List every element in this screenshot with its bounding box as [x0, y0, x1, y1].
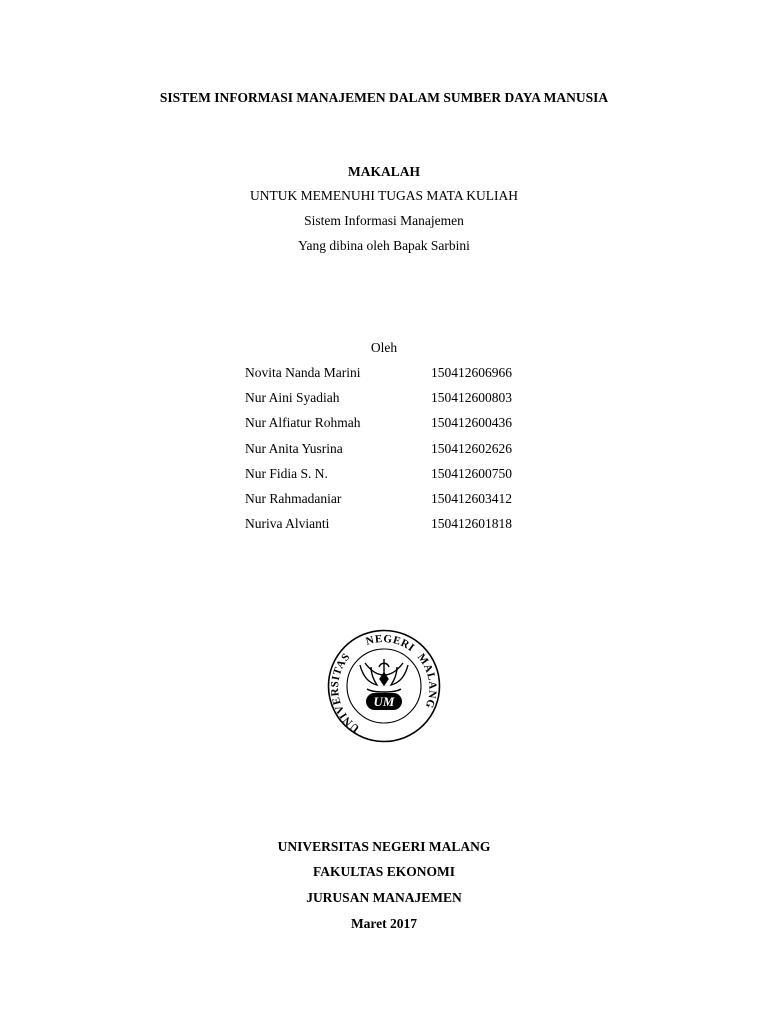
logo-monogram: UM — [373, 694, 395, 709]
logo-ring-text-left: UNIVERSITAS — [328, 650, 362, 735]
university-logo — [327, 629, 441, 743]
member-name: Nur Alfiatur Rohmah — [245, 415, 361, 431]
lecturer-line: Yang dibina oleh Bapak Sarbini — [298, 238, 470, 253]
member-row — [245, 441, 575, 466]
svg-text:MALANG — [415, 651, 439, 710]
member-name: Nur Anita Yusrina — [245, 440, 343, 456]
logo-ring-text-top: NEGERI — [364, 632, 417, 655]
department-name: JURUSAN MANAJEMEN — [306, 890, 462, 905]
member-nim: 150412606966 — [431, 365, 512, 380]
member-row — [245, 466, 575, 491]
member-row — [245, 516, 575, 541]
faculty-name: FAKULTAS EKONOMI — [313, 864, 455, 879]
course-name: Sistem Informasi Manajemen — [304, 213, 464, 228]
document-date: Maret 2017 — [350, 916, 418, 931]
member-name: Nuriva Alvianti — [245, 516, 330, 532]
document-title: SISTEM INFORMASI MANAJEMEN DALAM SUMBER DAYA MANUSIA — [159, 90, 609, 105]
member-row — [245, 390, 575, 415]
member-nim: 150412600436 — [431, 415, 512, 431]
university-name: UNIVERSITAS NEGERI MALANG — [277, 839, 491, 854]
member-list — [245, 365, 575, 541]
member-row — [245, 415, 575, 440]
member-name: Nur Fidia S. N. — [245, 465, 328, 481]
logo-ring-text-right: MALANG — [414, 651, 439, 711]
document-type: MAKALAH — [348, 164, 420, 179]
member-nim: 150412602626 — [431, 440, 512, 456]
by-label: Oleh — [370, 340, 398, 355]
member-nim: 150412603412 — [431, 490, 512, 506]
document-purpose: UNTUK MEMENUHI TUGAS MATA KULIAH — [250, 188, 518, 203]
member-name: Nur Aini Syadiah — [245, 390, 340, 406]
member-nim: 150412601818 — [431, 516, 512, 532]
member-name: Nur Rahmadaniar — [245, 490, 342, 506]
member-name: Novita Nanda Marini — [245, 365, 361, 380]
member-row — [245, 491, 575, 516]
logo-emblem-icon — [360, 659, 408, 692]
member-nim: 150412600803 — [431, 390, 512, 406]
member-nim: 150412600750 — [431, 465, 512, 481]
member-row — [245, 365, 575, 390]
